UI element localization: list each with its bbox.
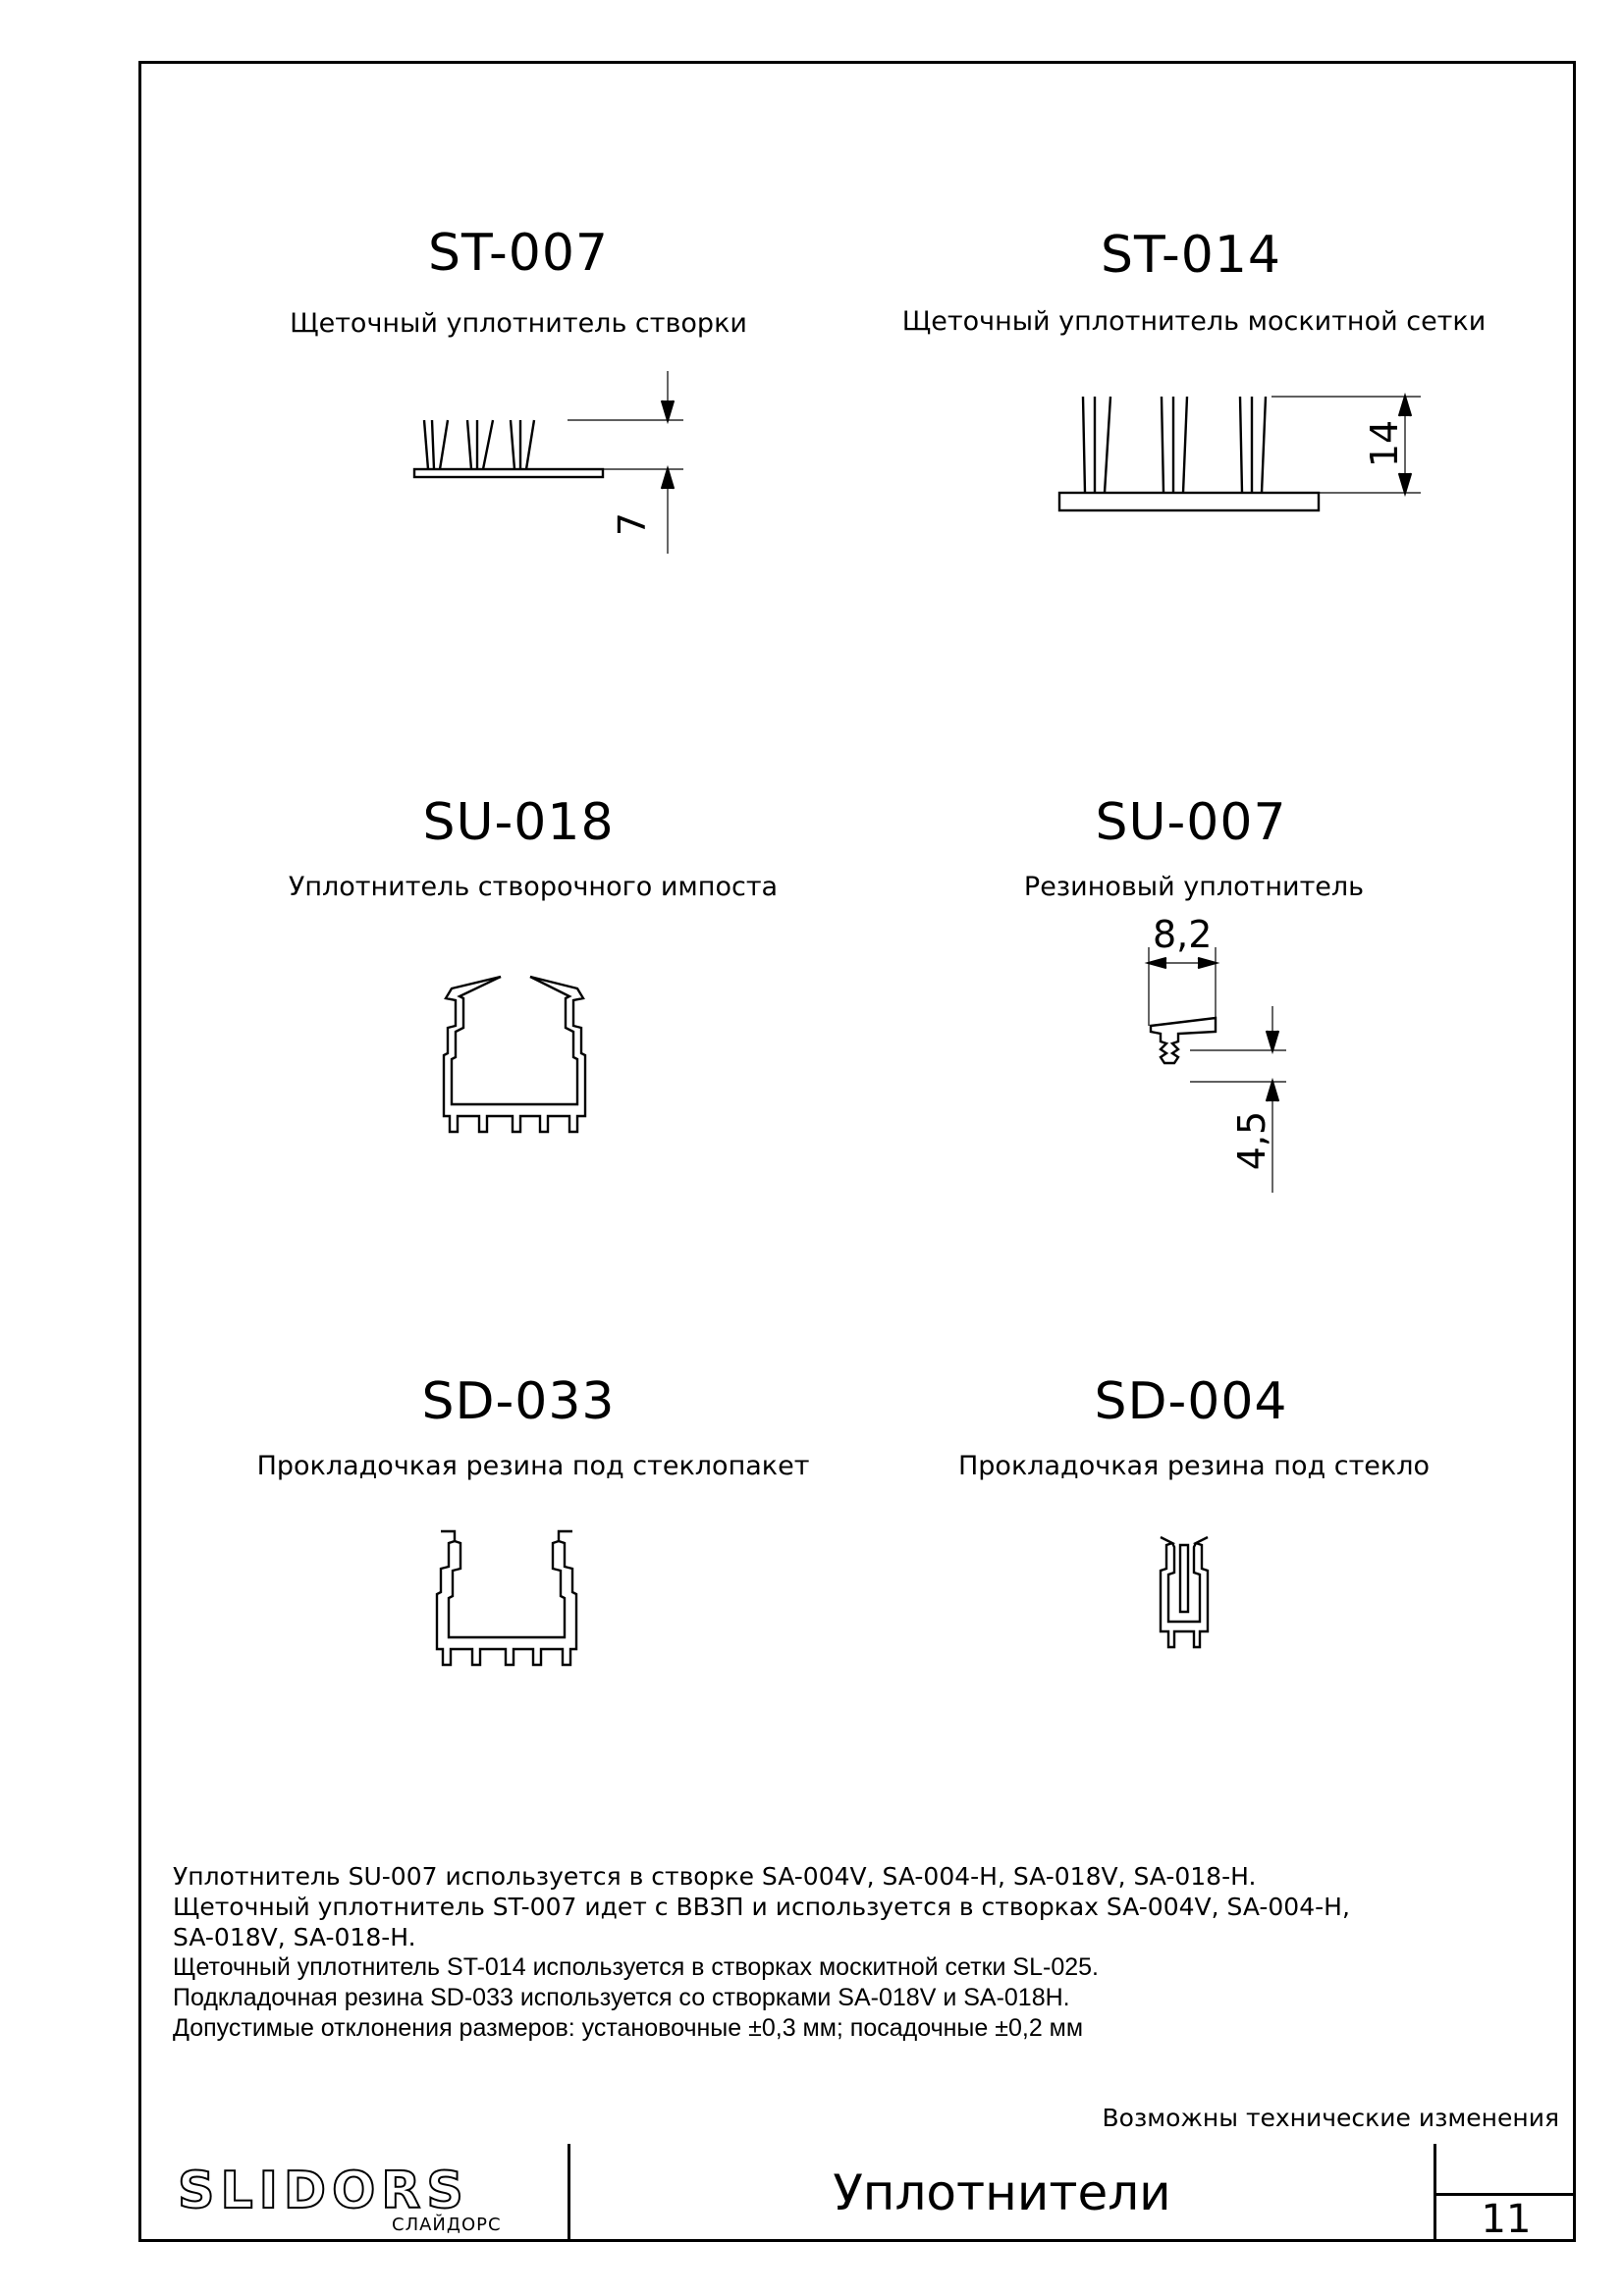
page-title: Уплотнители [568,2144,1436,2242]
dimension-height-su-007: 4,5 [1230,1110,1274,1171]
note-line: Щеточный уплотнитель ST-014 используется в створках москитной сетки SL-025. [173,1953,1099,1981]
product-code-sd-033: SD-033 [421,1372,616,1431]
product-code-sd-004: SD-004 [1094,1372,1288,1431]
disclaimer: Возможны технические изменения [1102,2104,1559,2132]
product-code-su-007: SU-007 [1095,793,1287,852]
drawing-sd-004 [1147,1533,1245,1681]
product-description-st-007: Щеточный уплотнитель створки [290,308,747,339]
product-description-sd-033: Прокладочкая резина под стеклопакет [256,1451,810,1481]
note-line: Допустимые отклонения размеров: установочные ±0,3 мм; посадочные ±0,2 мм [173,2014,1084,2042]
dimension-st-014: 14 [1363,419,1407,468]
note-line: Подкладочная резина SD-033 используется со створками SA-018V и SA-018H. [173,1984,1070,2011]
title-block [138,2144,1576,2242]
drawing-sd-033 [429,1527,616,1684]
dimension-st-007: 7 [611,511,655,537]
logo-subtext: СЛАЙДОРС [392,2215,502,2235]
product-code-su-018: SU-018 [422,793,615,852]
dimension-width-su-007: 8,2 [1153,913,1213,956]
page-number: 11 [1436,2193,1576,2242]
note-line: SA-018V, SA-018-H. [173,1923,416,1951]
product-code-st-007: ST-007 [427,224,609,283]
product-description-sd-004: Прокладочкая резина под стекло [957,1451,1430,1481]
product-code-st-014: ST-014 [1100,226,1281,285]
note-line: Щеточный уплотнитель ST-007 идет с ВВЗП и используется в створках SA-004V, SA-004-H, [173,1893,1350,1921]
product-description-st-014: Щеточный уплотнитель москитной сетки [901,306,1487,337]
usage-notes [173,1861,1449,2044]
company-logo [138,2144,568,2242]
logo-text: SLIDORS [178,2162,469,2220]
drawing-su-018 [432,967,628,1148]
product-description-su-007: Резиновый уплотнитель [1023,872,1365,902]
note-line: Уплотнитель SU-007 используется в створке SA-004V, SA-004-H, SA-018V, SA-018-H. [173,1862,1257,1891]
product-description-su-018: Уплотнитель створочного импоста [288,872,779,902]
